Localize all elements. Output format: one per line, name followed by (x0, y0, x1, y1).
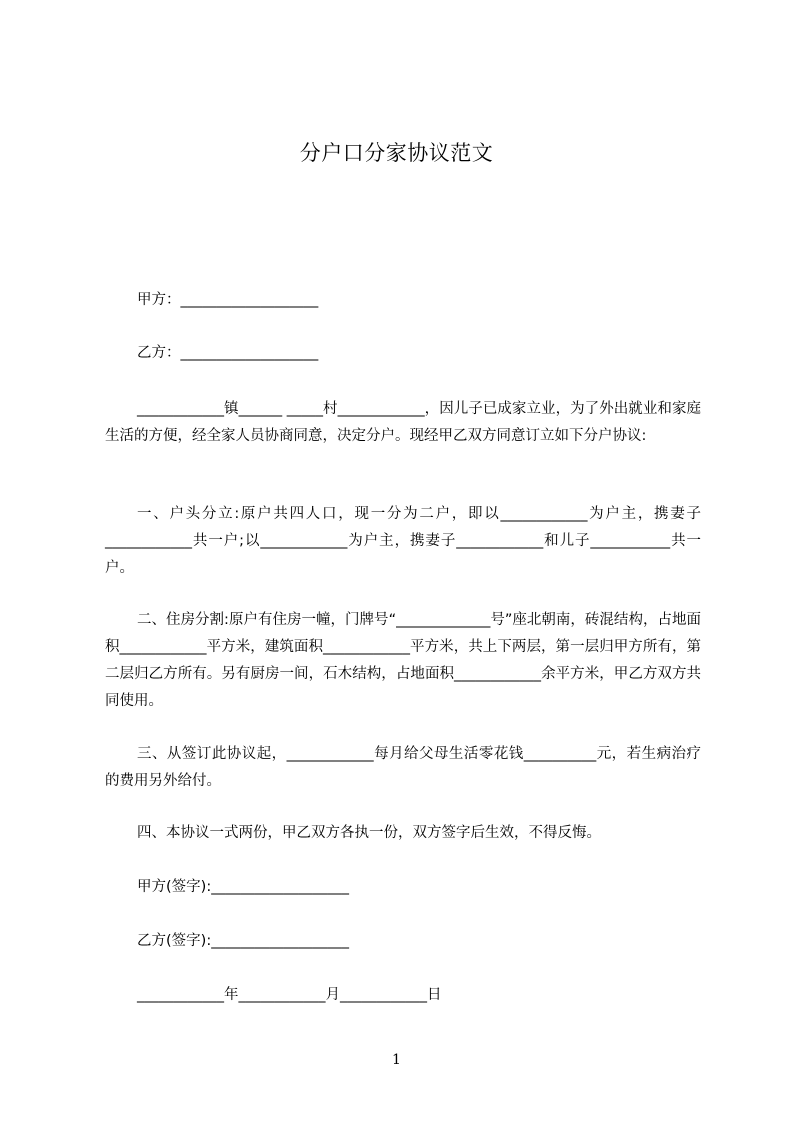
clause-2-paragraph: 二、住房分割:原户有住房一幢，门牌号“_____________号”座北朝南，砖混结构，占地面积____________平方米，建筑面积____________平方米，共上下两层，第一层归甲方所有，第二层归乙方所有。另有厨房一间，石木结构，占地面积____________余平方米，甲乙方双方共同使用。 (105, 612, 701, 709)
clause-3-paragraph: 三、从签订此协议起，____________每月给父母生活零花钱__________元，若生病治疗的费用另外给付。 (105, 746, 701, 789)
clause-4-paragraph: 四、本协议一式两份，甲乙双方各执一份，双方签字后生效，不得反悔。 (137, 825, 601, 841)
party-b-line: 乙方：___________________ (137, 345, 319, 361)
party-b-signature-line: 乙方(签字):___________________ (137, 933, 349, 949)
document-title: 分户口分家协议范文 (299, 141, 494, 165)
clause-1-paragraph: 一、户头分立:原户共四人口，现一分为二户，即以____________为户主，携妻子____________共一户;以____________为户主，携妻子____________和儿子___________共一户。 (105, 506, 701, 576)
intro-paragraph: ____________镇______ _____村____________，因儿子已成家立业，为了外出就业和家庭生活的方便，经全家人员协商同意，决定分户。现经甲乙双方同意订立如下分户协议: (105, 401, 701, 444)
party-a-signature-line: 甲方(签字):___________________ (137, 879, 349, 895)
date-line: ____________年____________月____________日 (137, 987, 442, 1003)
party-a-line: 甲方：___________________ (137, 292, 319, 308)
page-number: 1 (392, 1052, 401, 1068)
